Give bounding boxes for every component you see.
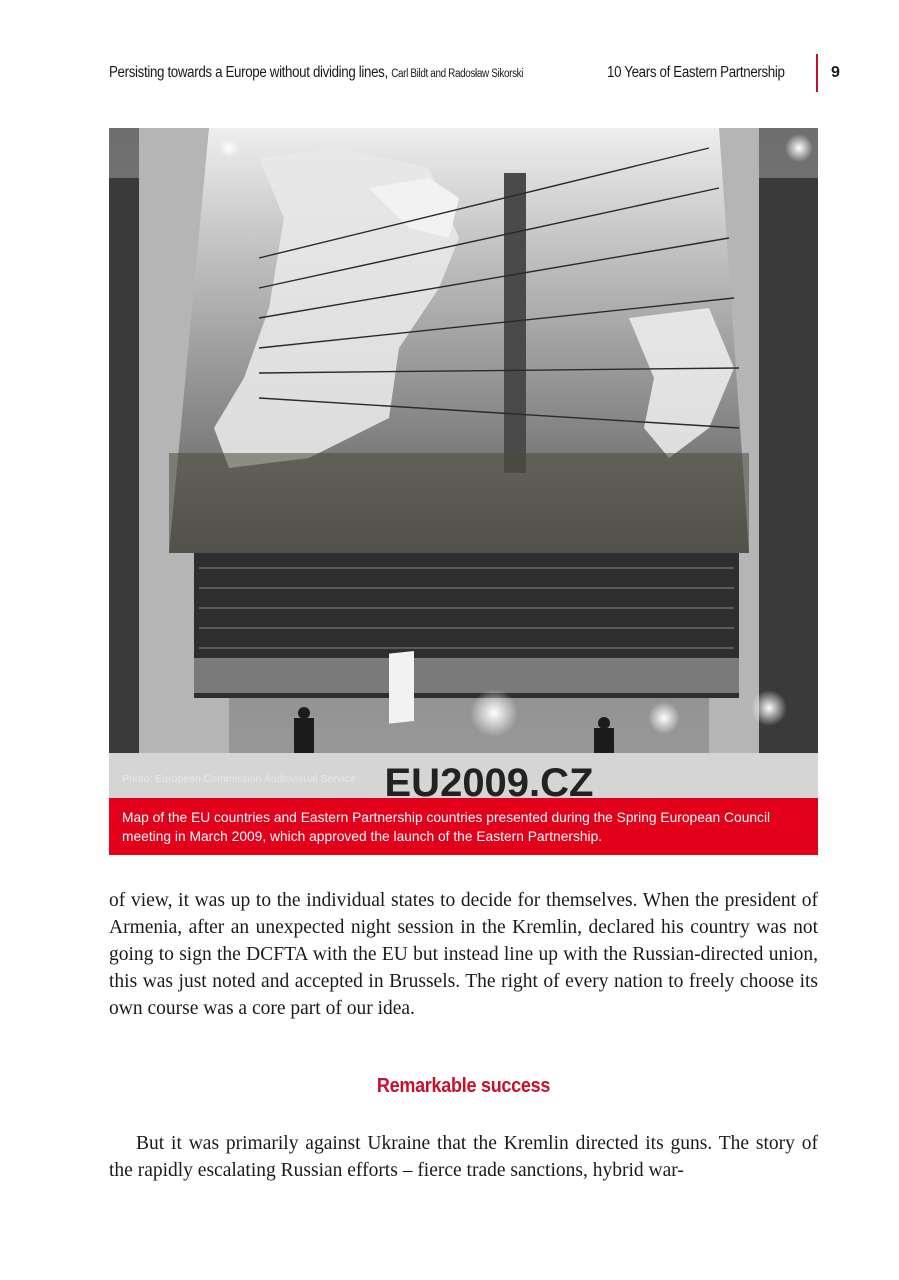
header-series-title: 10 Years of Eastern Partnership <box>607 64 785 81</box>
photo-illustration <box>109 128 818 798</box>
header-chapter-line <box>109 64 523 82</box>
page-number: 9 <box>831 64 840 81</box>
body-paragraph: of view, it was up to the individual states to decide for themselves. When the president of Armenia, after an unexpected night session in the Kremlin, declared his country was not going to sign the DCFTA with the EU but instead line up with the Russian-directed union, this was just noted and accepted in Brussels. The right of every nation to freely choose its own course was a core part of our idea. <box>109 890 818 1019</box>
section-heading: Remarkable success <box>376 1075 551 1097</box>
header-chapter-title: Persisting towards a Europe without dividing lines, <box>109 64 388 81</box>
figure-caption: Map of the EU countries and Eastern Partnership countries presented during the Spring European Council meeting in March 2009, which approved the launch of the Eastern Partnership. <box>109 798 818 855</box>
banner-text: EU2009.CZ <box>384 761 594 798</box>
header-divider <box>816 54 818 92</box>
body-paragraph: But it was primarily against Ukraine that the Kremlin directed its guns. The story of the rapidly escalating Russian efforts – fierce trade sanctions, hybrid war- <box>109 1133 818 1181</box>
photo-credit: Photo: European Commission Audiovisual Service <box>122 773 356 785</box>
figure-photo <box>109 128 818 798</box>
running-header <box>109 60 849 96</box>
header-authors: Carl Bildt and Radosław Sikorski <box>391 68 524 80</box>
